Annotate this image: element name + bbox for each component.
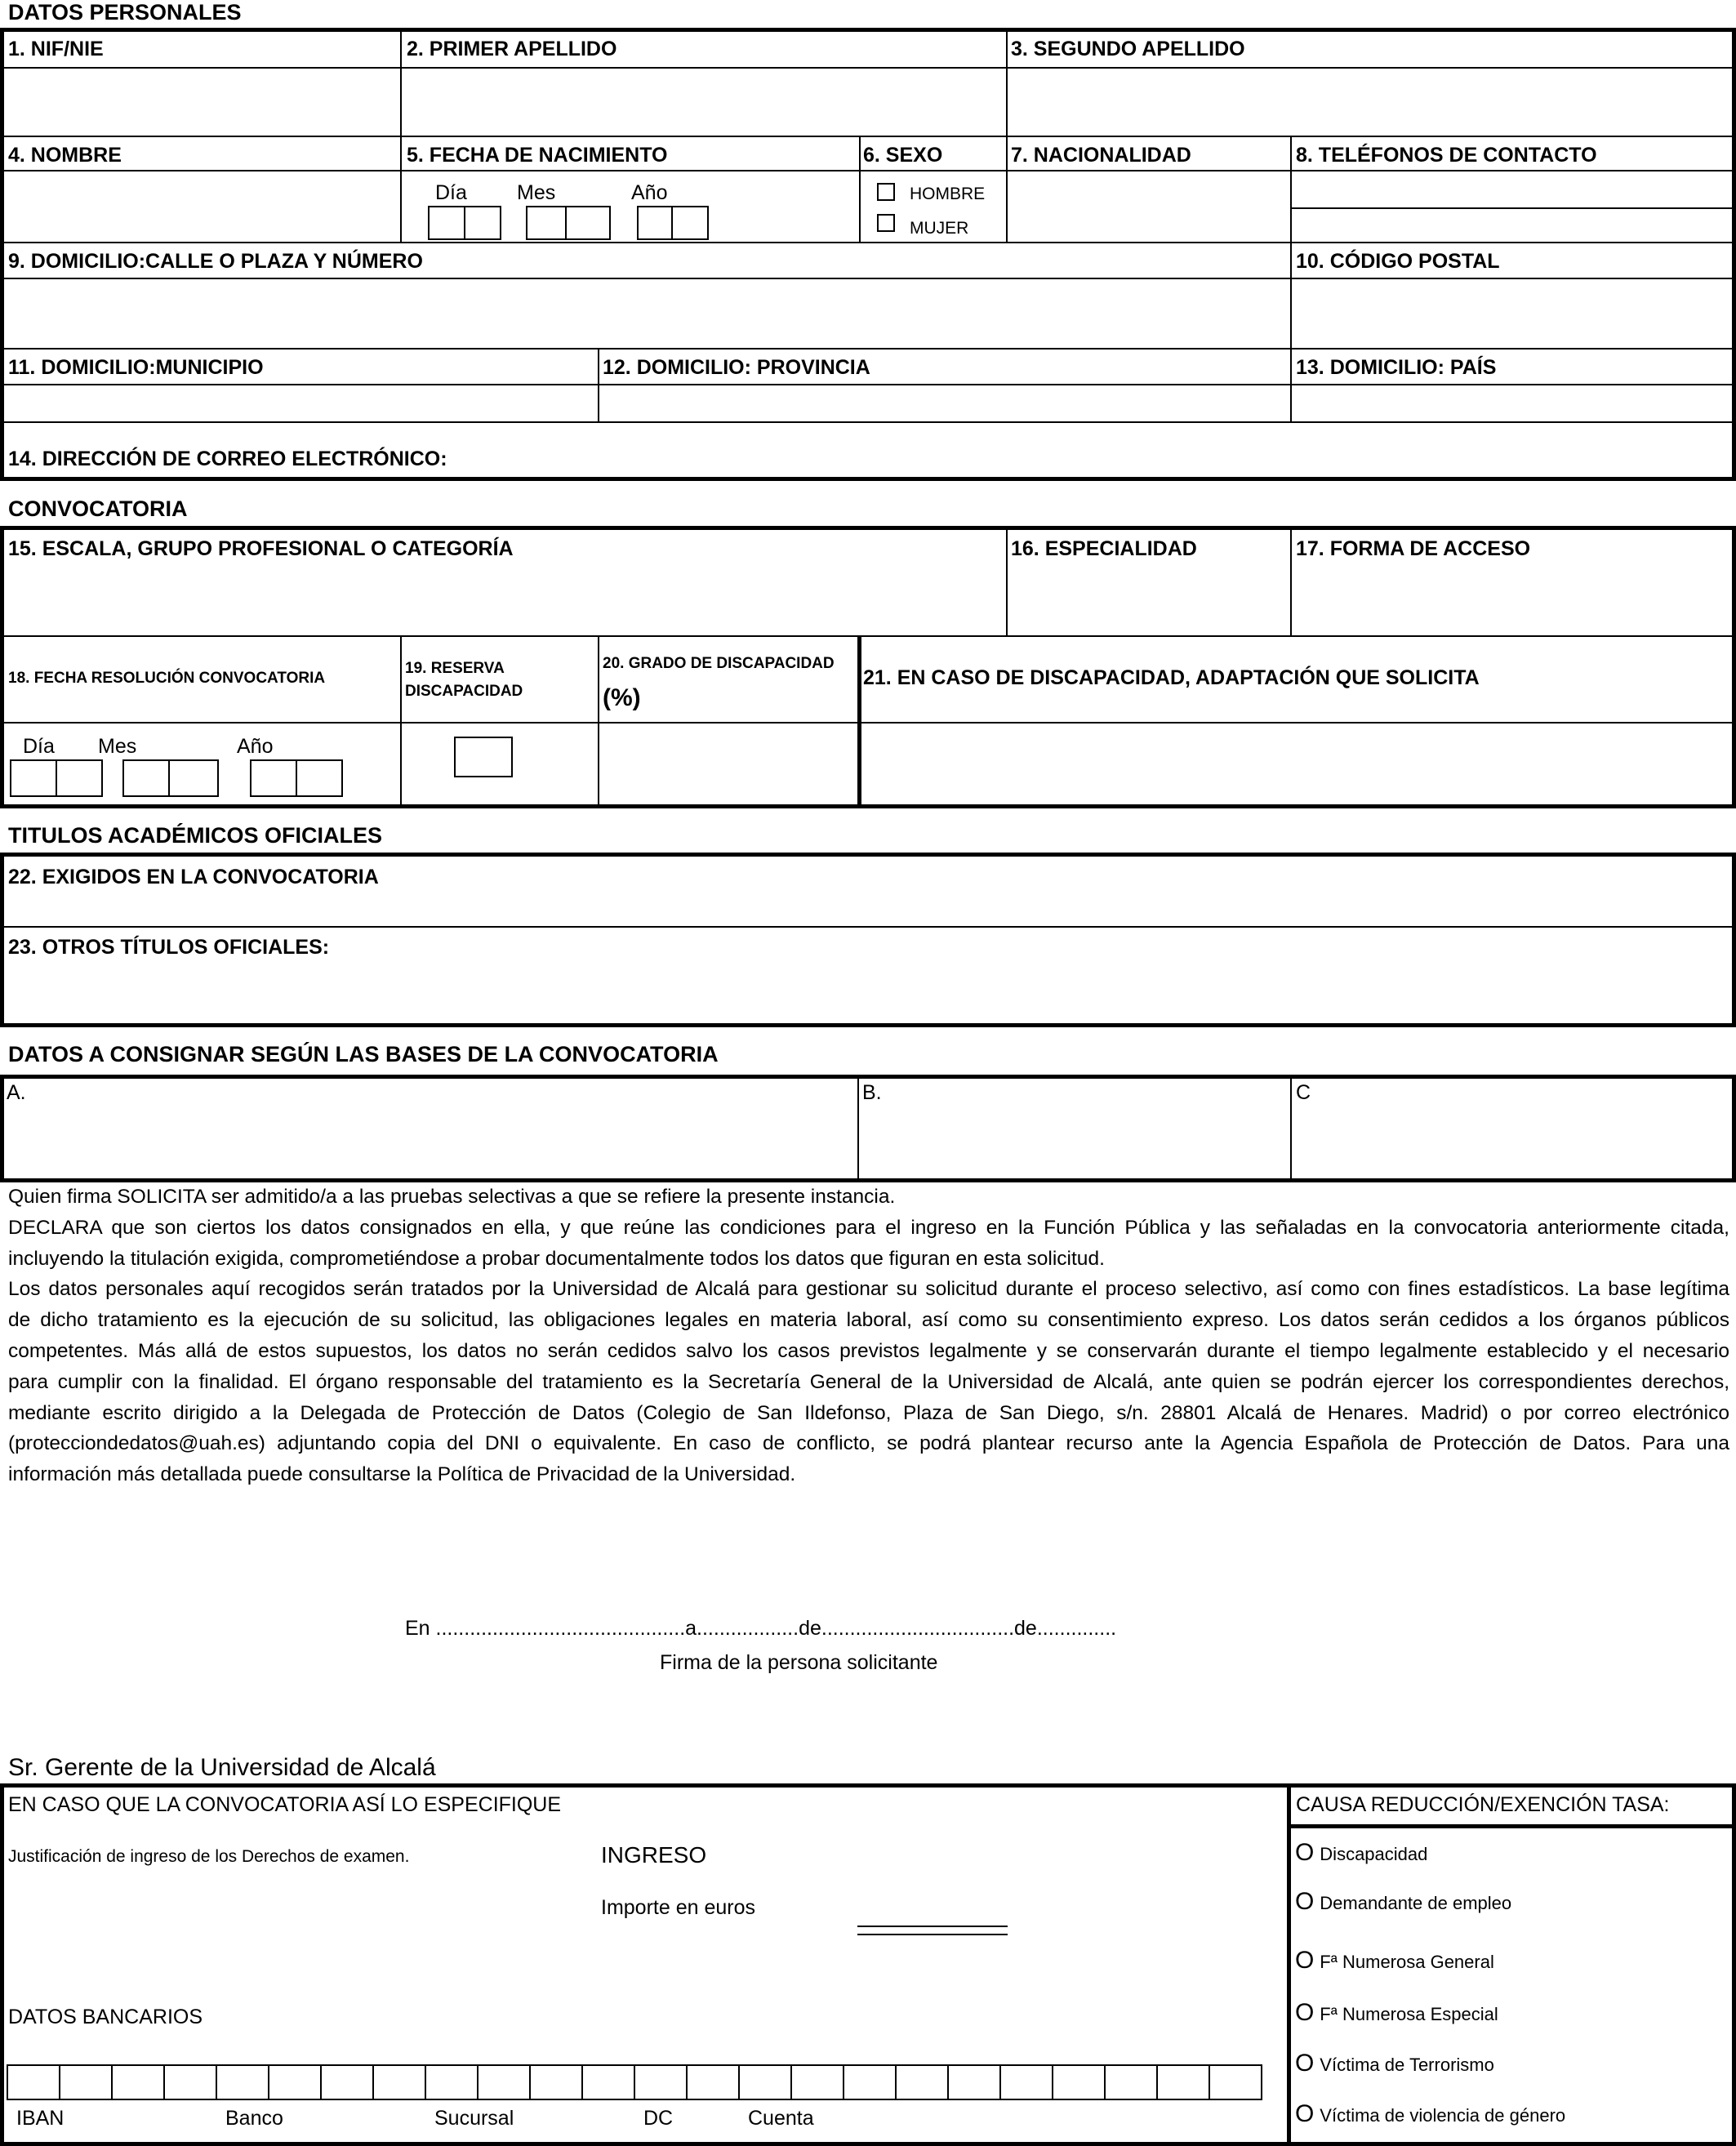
bank-digit-box[interactable] bbox=[1104, 2064, 1158, 2100]
label-fecha-nacimiento: 5. FECHA DE NACIMIENTO bbox=[407, 144, 668, 167]
birth-day-digit-1[interactable] bbox=[428, 206, 465, 240]
declaration-text bbox=[8, 1182, 1729, 1490]
label-nif: 1. NIF/NIE bbox=[8, 38, 104, 60]
codigo-postal-field[interactable] bbox=[1295, 281, 1733, 345]
bank-digit-box[interactable] bbox=[1209, 2064, 1262, 2100]
payment-header-left: EN CASO QUE LA CONVOCATORIA ASÍ LO ESPECIFIQUE bbox=[8, 1793, 562, 1816]
bank-digit-box[interactable] bbox=[895, 2064, 949, 2100]
forma-acceso-field[interactable] bbox=[1295, 568, 1733, 632]
label-nacionalidad: 7. NACIONALIDAD bbox=[1011, 144, 1191, 167]
radio-circle-icon: O bbox=[1295, 1999, 1315, 2026]
label-forma-acceso: 17. FORMA DE ACCESO bbox=[1296, 537, 1531, 560]
label-reserva: 19. RESERVA bbox=[405, 660, 505, 677]
resolution-day-digit-2[interactable] bbox=[56, 759, 103, 797]
label-nombre: 4. NOMBRE bbox=[8, 144, 122, 167]
provincia-field[interactable] bbox=[603, 387, 1287, 418]
municipio-field[interactable] bbox=[5, 387, 594, 418]
telefono-field-2[interactable] bbox=[1295, 211, 1733, 240]
email-field[interactable] bbox=[425, 426, 1731, 475]
causa-label: Fª Numerosa Especial bbox=[1320, 2004, 1498, 2024]
sexo-mujer-checkbox[interactable] bbox=[877, 214, 895, 232]
label-otros-titulos: 23. OTROS TÍTULOS OFICIALES: bbox=[8, 936, 330, 959]
bank-digit-box[interactable] bbox=[790, 2064, 844, 2100]
declaration-line: (protecciondedatos@uah.es) adjuntando copia del DNI o equivalente. En caso de conflicto, se podrá plantear recurso ante la Agencia Española de Protección de Datos. Para una bbox=[8, 1432, 1729, 1455]
bank-digit-box[interactable] bbox=[738, 2064, 792, 2100]
label-grado-discapacidad: 20. GRADO DE DISCAPACIDAD bbox=[603, 655, 835, 672]
declaration-line: mediante escrito dirigido a la Delegada de Protección de Datos (Colegio de San Ildefonso, Plaza de San Diego, s/n. 28801 Alcalá de Henares. Madrid) o por correo electrónico bbox=[8, 1401, 1729, 1424]
sexo-hombre-checkbox[interactable] bbox=[877, 183, 895, 201]
base-c-field[interactable] bbox=[1295, 1107, 1731, 1178]
causa-label: Discapacidad bbox=[1320, 1844, 1428, 1864]
bank-label-cuenta: Cuenta bbox=[748, 2107, 814, 2130]
ingreso-label: INGRESO bbox=[601, 1842, 707, 1868]
exigidos-field[interactable] bbox=[5, 892, 1731, 923]
label-base-b: B. bbox=[862, 1081, 882, 1104]
bank-digit-box[interactable] bbox=[111, 2064, 165, 2100]
label-escala: 15. ESCALA, GRUPO PROFESIONAL O CATEGORÍA bbox=[8, 537, 514, 560]
label-dia: Día bbox=[435, 181, 467, 204]
bank-digit-box[interactable] bbox=[843, 2064, 897, 2100]
label-base-c: C bbox=[1296, 1081, 1311, 1104]
resolution-day-digit-1[interactable] bbox=[10, 759, 57, 797]
bank-label-banco: Banco bbox=[225, 2107, 283, 2130]
declaration-line: incluyendo la titulación exigida, comprometiéndose a probar documentalmente todos los datos que figuran en esta solicitud. bbox=[8, 1247, 1105, 1270]
primer-apellido-field[interactable] bbox=[405, 70, 1003, 132]
especialidad-field[interactable] bbox=[1011, 568, 1287, 632]
causa-demandante-option[interactable] bbox=[1295, 1888, 1511, 1916]
birth-month-digit-2[interactable] bbox=[565, 206, 611, 240]
causa-numerosa-especial-option[interactable] bbox=[1295, 1999, 1498, 2027]
label-reserva-discapacidad: DISCAPACIDAD bbox=[405, 683, 523, 700]
radio-circle-icon: O bbox=[1295, 1888, 1315, 1915]
label-fecha-resolucion: 18. FECHA RESOLUCIÓN CONVOCATORIA bbox=[8, 670, 326, 687]
resolution-year-digit-1[interactable] bbox=[250, 759, 297, 797]
label-email: 14. DIRECCIÓN DE CORREO ELECTRÓNICO: bbox=[8, 447, 447, 470]
section-title-titulos: TITULOS ACADÉMICOS OFICIALES bbox=[8, 823, 382, 848]
declaration-line: para cumplir con la finalidad. El órgano responsable del tratamiento es la Secretaría General de la Universidad de Alcalá, ante quien se podrán ejercer los correspondientes derechos, bbox=[8, 1370, 1729, 1393]
label-mes: Mes bbox=[517, 181, 556, 204]
bank-digit-box[interactable] bbox=[425, 2064, 479, 2100]
importe-input[interactable] bbox=[857, 1926, 1008, 1935]
otros-titulos-field[interactable] bbox=[5, 965, 1731, 1022]
label-anio: Año bbox=[237, 735, 274, 758]
label-hombre: HOMBRE bbox=[910, 185, 986, 203]
bank-digit-box[interactable] bbox=[1052, 2064, 1106, 2100]
causa-label: Víctima de violencia de género bbox=[1320, 2105, 1566, 2126]
causa-discapacidad-option[interactable] bbox=[1295, 1839, 1427, 1867]
radio-circle-icon: O bbox=[1295, 1947, 1315, 1974]
signature-caption: Firma de la persona solicitante bbox=[660, 1651, 938, 1674]
nacionalidad-field[interactable] bbox=[1011, 173, 1287, 238]
section-title-bases: DATOS A CONSIGNAR SEGÚN LAS BASES DE LA CONVOCATORIA bbox=[8, 1042, 719, 1066]
bank-digit-box[interactable] bbox=[999, 2064, 1053, 2100]
importe-label: Importe en euros bbox=[601, 1896, 755, 1919]
bank-digit-box[interactable] bbox=[686, 2064, 740, 2100]
label-adaptacion: 21. EN CASO DE DISCAPACIDAD, ADAPTACIÓN QUE SOLICITA bbox=[863, 666, 1480, 689]
nif-field[interactable] bbox=[5, 70, 397, 132]
label-domicilio-calle: 9. DOMICILIO:CALLE O PLAZA Y NÚMERO bbox=[8, 250, 423, 273]
resolution-month-digit-1[interactable] bbox=[122, 759, 170, 797]
declaration-line: DECLARA que son ciertos los datos consignados en ella, y que reúne las condiciones para el ingreso en la Función Pública y las señaladas en la convocatoria anteriormente citada, bbox=[8, 1216, 1729, 1239]
bank-digit-box[interactable] bbox=[320, 2064, 374, 2100]
label-segundo-apellido: 3. SEGUNDO APELLIDO bbox=[1011, 38, 1245, 60]
radio-circle-icon: O bbox=[1295, 1839, 1315, 1866]
signature-place-date-line[interactable]: En ............................................a..................de..................................de.............. bbox=[405, 1617, 1117, 1640]
label-pais: 13. DOMICILIO: PAÍS bbox=[1296, 356, 1497, 379]
bank-label-iban: IBAN bbox=[16, 2107, 65, 2130]
pais-field[interactable] bbox=[1295, 387, 1733, 418]
causa-terrorismo-option[interactable] bbox=[1295, 2050, 1494, 2077]
label-primer-apellido: 2. PRIMER APELLIDO bbox=[407, 38, 617, 60]
base-b-field[interactable] bbox=[862, 1107, 1287, 1178]
bank-digit-box[interactable] bbox=[163, 2064, 217, 2100]
causa-label: Fª Numerosa General bbox=[1320, 1952, 1494, 1972]
bank-digit-box[interactable] bbox=[268, 2064, 322, 2100]
recipient-line: Sr. Gerente de la Universidad de Alcalá bbox=[8, 1754, 436, 1781]
bank-label-dc: DC bbox=[643, 2107, 674, 2130]
label-mujer: MUJER bbox=[910, 219, 969, 238]
declaration-line: competentes. Más allá de estos supuestos, los datos no serán cedidos salvo los casos previstos legalmente y se conservarán durante el tiempo legalmente establecido y el necesario bbox=[8, 1339, 1729, 1362]
bank-digit-box[interactable] bbox=[634, 2064, 688, 2100]
label-provincia: 12. DOMICILIO: PROVINCIA bbox=[603, 356, 870, 379]
radio-circle-icon: O bbox=[1295, 2050, 1315, 2077]
causa-label: Víctima de Terrorismo bbox=[1320, 2055, 1494, 2075]
bank-digit-box[interactable] bbox=[581, 2064, 635, 2100]
birth-year-digit-1[interactable] bbox=[637, 206, 673, 240]
label-municipio: 11. DOMICILIO:MUNICIPIO bbox=[8, 356, 264, 379]
nombre-field[interactable] bbox=[5, 173, 397, 238]
escala-field[interactable] bbox=[5, 568, 1003, 632]
label-porcentaje: (%) bbox=[603, 684, 641, 711]
payment-header-right: CAUSA REDUCCIÓN/EXENCIÓN TASA: bbox=[1296, 1793, 1670, 1816]
reserva-discapacidad-checkbox[interactable] bbox=[454, 737, 513, 777]
birth-year-digit-2[interactable] bbox=[671, 206, 709, 240]
label-mes: Mes bbox=[98, 735, 137, 758]
causa-violencia-genero-option[interactable] bbox=[1295, 2100, 1565, 2128]
resolution-year-digit-2[interactable] bbox=[296, 759, 343, 797]
bank-digit-box[interactable] bbox=[947, 2064, 1001, 2100]
bank-digit-box[interactable] bbox=[7, 2064, 60, 2100]
label-especialidad: 16. ESPECIALIDAD bbox=[1011, 537, 1197, 560]
radio-circle-icon: O bbox=[1295, 2100, 1315, 2127]
causa-numerosa-general-option[interactable] bbox=[1295, 1947, 1494, 1975]
bank-digit-box[interactable] bbox=[372, 2064, 426, 2100]
telefono-field-1[interactable] bbox=[1295, 173, 1733, 204]
domicilio-calle-field[interactable] bbox=[5, 281, 1287, 345]
bank-digit-box[interactable] bbox=[59, 2064, 113, 2100]
bank-digit-box[interactable] bbox=[477, 2064, 531, 2100]
label-dia: Día bbox=[23, 735, 55, 758]
bank-digit-box[interactable] bbox=[1156, 2064, 1210, 2100]
datos-bancarios-label: DATOS BANCARIOS bbox=[8, 2006, 203, 2028]
section-title-convocatoria: CONVOCATORIA bbox=[8, 496, 188, 521]
declaration-line: Los datos personales aquí recogidos serán tratados por la Universidad de Alcalá para gestionar su solicitud durante el proceso selectivo, así como con fines estadísticos. La base legítima bbox=[8, 1278, 1729, 1301]
segundo-apellido-field[interactable] bbox=[1011, 70, 1731, 132]
base-a-field[interactable] bbox=[5, 1107, 854, 1178]
declaration-line: información más detallada puede consultarse la Política de Privacidad de la Universidad. bbox=[8, 1463, 796, 1486]
declaration-line: Quien firma SOLICITA ser admitido/a a las pruebas selectivas a que se refiere la presente instancia. bbox=[8, 1186, 896, 1208]
label-exigidos: 22. EXIGIDOS EN LA CONVOCATORIA bbox=[8, 866, 379, 888]
bank-digit-box[interactable] bbox=[216, 2064, 269, 2100]
birth-day-digit-2[interactable] bbox=[464, 206, 501, 240]
label-base-a: A. bbox=[7, 1081, 26, 1104]
label-telefonos: 8. TELÉFONOS DE CONTACTO bbox=[1296, 144, 1597, 167]
bank-digit-box[interactable] bbox=[529, 2064, 583, 2100]
declaration-line: de dicho tratamiento es la ejecución de su solicitud, las obligaciones legales en materia laboral, así como su consentimiento expreso. Los datos serán cedidos a los órganos públicos bbox=[8, 1309, 1729, 1332]
label-sexo: 6. SEXO bbox=[863, 144, 943, 167]
justificacion-label: Justificación de ingreso de los Derechos de examen. bbox=[8, 1847, 410, 1866]
section-title-personal: DATOS PERSONALES bbox=[8, 0, 242, 24]
adaptacion-field[interactable] bbox=[864, 727, 1731, 804]
resolution-month-digit-2[interactable] bbox=[168, 759, 219, 797]
bank-label-sucursal: Sucursal bbox=[434, 2107, 514, 2130]
label-codigo-postal: 10. CÓDIGO POSTAL bbox=[1296, 250, 1500, 273]
causa-label: Demandante de empleo bbox=[1320, 1893, 1512, 1913]
grado-discapacidad-field[interactable] bbox=[603, 727, 852, 804]
birth-month-digit-1[interactable] bbox=[526, 206, 567, 240]
label-anio: Año bbox=[631, 181, 668, 204]
